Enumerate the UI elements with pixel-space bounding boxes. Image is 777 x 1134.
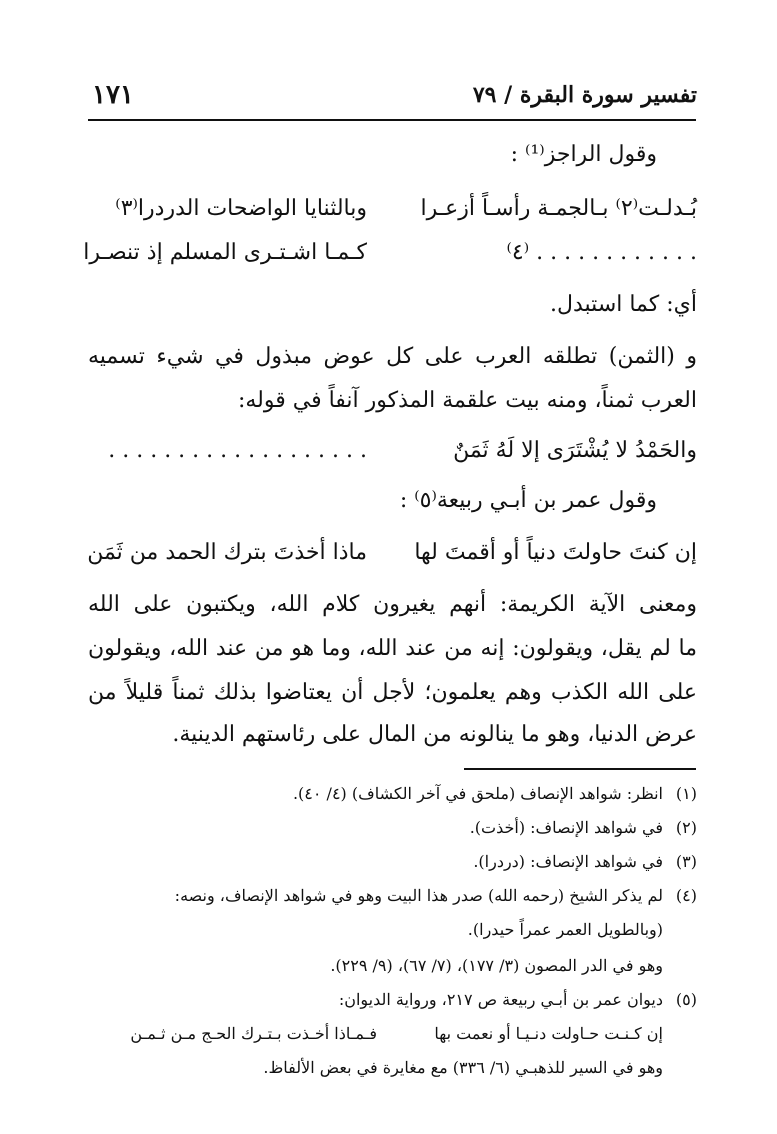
alqama-verse-second: . . . . . . . . . . . . . . . . . . .: [108, 438, 367, 463]
para2-line2: ما لم يقل، ويقولون: إنه من عند الله، وما هو من عند الله، ويقولون: [88, 636, 697, 661]
umar-verse-second: ماذا أخذتَ بترك الحمد من ثَمَن: [87, 540, 367, 565]
footnote-5-last: وهو في السير للذهبـي (٦/ ٣٣٦) مع مغايرة في بعض الألفاظ.: [263, 1058, 663, 1077]
running-header-title: تفسير سورة البقرة / ٧٩: [472, 82, 697, 108]
verse2-first-hemistich: . . . . . . . . . . . . ⁽٤⁾: [506, 240, 697, 265]
footnote-text: لم يذكر الشيخ (رحمه الله) صدر هذا البيت وهو في شواهد الإنصاف، ونصه:: [174, 886, 663, 905]
footnote-text: في شواهد الإنصاف: (أخذت).: [469, 818, 663, 837]
footnote-4-cont-2: وهو في الدر المصون (٣/ ١٧٧)، (٧/ ٦٧)، (٩/ ٢٢٩).: [330, 956, 663, 975]
footnote-number: (٥): [675, 990, 697, 1009]
footnote-4-cont-1: (وبالطويل العمر عمراً حيدرا).: [467, 920, 663, 939]
umar-verse-first: إن كنتَ حاولتَ دنياً أو أقمتَ لها: [414, 540, 697, 565]
para2-line1: ومعنى الآية الكريمة: أنهم يغيرون كلام الله، ويكتبون على الله: [88, 592, 697, 617]
para1-line2: العرب ثمناً، ومنه بيت علقمة المذكور آنفاً في قوله:: [237, 388, 697, 413]
footnote-2: [88, 818, 697, 837]
footnote-text: انظر: شواهد الإنصاف (ملحق في آخر الكشاف) (٤/ ٤٠).: [292, 784, 663, 803]
para2-line3: على الله الكذب وهم يعلمون؛ لأجل أن يعتاضوا بذلك ثمناً قليلاً من: [88, 680, 697, 705]
footnote-5-verse-first: إن كـنـت حـاولت دنـيـا أو نعمت بها: [434, 1024, 663, 1043]
umar-intro: وقول عمر بن أبـي ربيعة⁽٥⁾ :: [399, 488, 657, 513]
page-number: ١٧١: [92, 80, 134, 110]
para1-line1: و (الثمن) تطلقه العرب على كل عوض مبذول في شيء تسميه: [88, 344, 697, 369]
footnote-text: في شواهد الإنصاف: (دردرا).: [473, 852, 663, 871]
footnote-1: [88, 784, 697, 803]
footnote-5-verse-second: فـمـاذا أخـذت بـتـرك الحـج مـن ثـمـن: [130, 1024, 377, 1043]
footnote-number: (٤): [675, 886, 697, 905]
header-rule: [88, 119, 696, 121]
footnote-3: [88, 852, 697, 871]
verse1-first-hemistich: بُـدلـت⁽٢⁾ بـالجمـة رأسـاً أزعـرا: [420, 196, 697, 221]
footnote-number: (٣): [675, 852, 697, 871]
verse2-second-hemistich: كـمـا اشـتـرى المسلم إذ تنصـرا: [83, 240, 367, 265]
footnote-rule: [464, 768, 696, 770]
para2-line4: عرض الدنيا، وهو ما ينالونه من المال على رئاستهم الدينية.: [172, 722, 697, 747]
verse1-second-hemistich: وبالثنايا الواضحات الدردرا⁽٣⁾: [115, 196, 367, 221]
alqama-verse-first: والحَمْدُ لا يُشْتَرَى إلا لَهُ ثَمَنٌ: [453, 438, 697, 463]
explanation-line: أي: كما استبدل.: [550, 292, 697, 317]
footnote-number: (١): [675, 784, 697, 803]
footnote-4: [88, 886, 697, 905]
footnote-text: ديوان عمر بن أبـي ربيعة ص ٢١٧، ورواية الديوان:: [338, 990, 663, 1009]
footnote-5: [88, 990, 697, 1009]
rajiz-intro: وقول الراجز⁽¹⁾ :: [510, 142, 657, 167]
footnote-number: (٢): [675, 818, 697, 837]
